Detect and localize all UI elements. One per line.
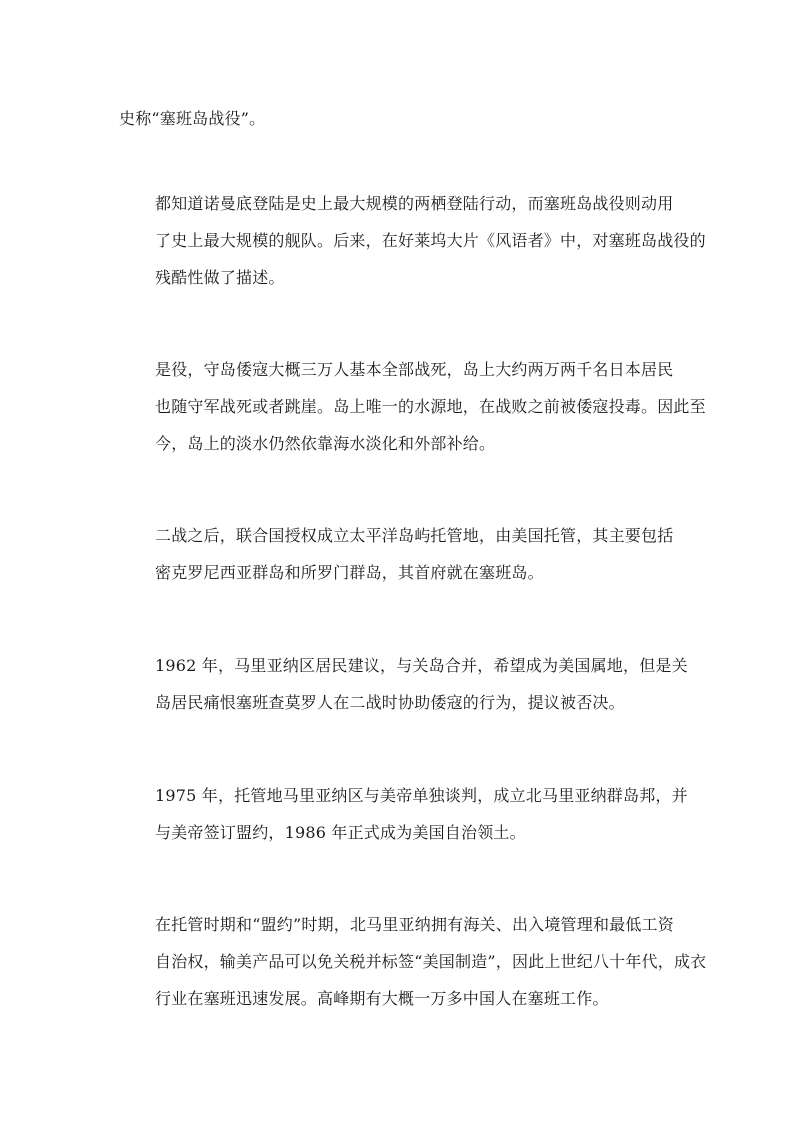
text-line: 在托管时期和“盟约”时期，北马里亚纳拥有海关、出入境管理和最低工资 — [155, 915, 674, 934]
paragraph-intro — [119, 100, 685, 137]
paragraph-1975 — [119, 777, 688, 851]
text-line: 二战之后，联合国授权成立太平洋岛屿托管地，由美国托管，其主要包括 — [155, 526, 674, 545]
paragraph-1962 — [119, 647, 688, 721]
text-line: 史称“塞班岛战役”。 — [119, 109, 266, 128]
paragraph-normandy-comparison — [119, 185, 706, 296]
text-line: 岛居民痛恨塞班查莫罗人在二战时协助倭寇的行为，提议被否决。 — [155, 693, 625, 712]
text-line: 今，岛上的淡水仍然依靠海水淡化和外部补给。 — [155, 434, 496, 453]
text-line: 密克罗尼西亚群岛和所罗门群岛，其首府就在塞班岛。 — [155, 563, 544, 582]
text-line: 都知道诺曼底登陆是史上最大规模的两栖登陆行动，而塞班岛战役则动用 — [155, 194, 674, 213]
paragraph-trust-territory — [119, 517, 685, 591]
text-line: 1975 年，托管地马里亚纳区与美帝单独谈判，成立北马里亚纳群岛邦，并 — [155, 786, 688, 805]
text-line: 1962 年，马里亚纳区居民建议，与关岛合并，希望成为美国属地，但是关 — [155, 656, 688, 675]
text-line: 行业在塞班迅速发展。高峰期有大概一万多中国人在塞班工作。 — [155, 989, 609, 1008]
text-line: 残酷性做了描述。 — [155, 268, 285, 287]
text-line: 也随守军战死或者跳崖。岛上唯一的水源地，在战败之前被倭寇投毒。因此至 — [155, 397, 706, 416]
paragraph-covenant-period — [119, 906, 707, 1017]
text-line: 了史上最大规模的舰队。后来，在好莱坞大片《风语者》中，对塞班岛战役的 — [155, 231, 706, 250]
text-line: 与美帝签订盟约，1986 年正式成为美国自治领土。 — [155, 823, 526, 842]
text-line: 是役，守岛倭寇大概三万人基本全部战死，岛上大约两万两千名日本居民 — [155, 360, 674, 379]
text-line: 自治权，输美产品可以免关税并标签“美国制造”，因此上世纪八十年代，成衣 — [155, 952, 707, 971]
paragraph-battle-casualties — [119, 351, 706, 462]
